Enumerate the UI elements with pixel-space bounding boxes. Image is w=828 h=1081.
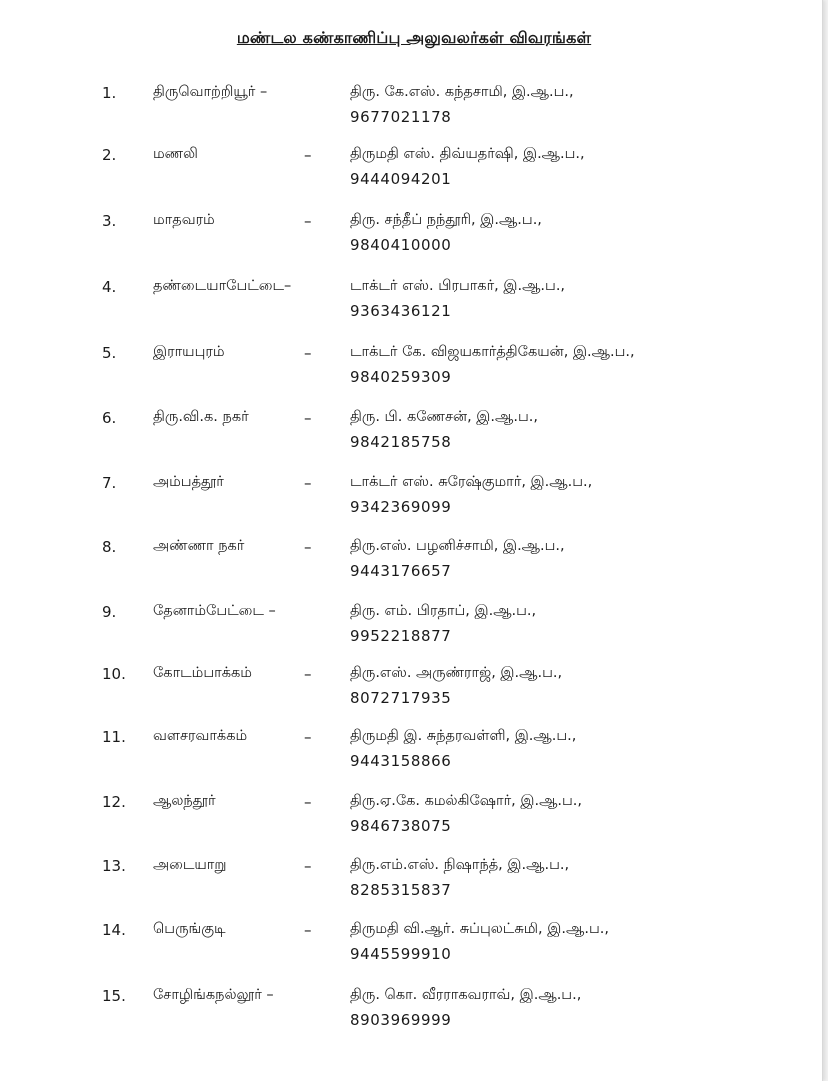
zone-name: திருவொற்றியூர் – — [153, 84, 268, 100]
separator-dash: – — [304, 474, 312, 492]
zone-name: தேனாம்பேட்டை – — [153, 603, 276, 619]
phone-number: 9444094201 — [350, 170, 452, 188]
zone-name: சோழிங்கநல்லூர் – — [153, 987, 274, 1003]
zone-name: இராயபுரம் — [153, 344, 225, 360]
zone-name: மணலி — [153, 146, 198, 162]
entry-number: 6. — [102, 409, 117, 427]
list-item — [0, 728, 822, 788]
entry-number: 3. — [102, 212, 117, 230]
officer-name: திரு.எஸ். பழனிச்சாமி, இ.ஆ.ப., — [350, 538, 565, 554]
entry-number: 1. — [102, 84, 117, 102]
phone-number: 9840410000 — [350, 236, 452, 254]
zone-name: திரு.வி.க. நகர் — [153, 409, 249, 425]
list-item — [0, 212, 822, 272]
zone-name: அண்ணா நகர் — [153, 538, 245, 554]
zone-name: கோடம்பாக்கம் — [153, 665, 252, 681]
phone-number: 8903969999 — [350, 1011, 452, 1029]
zone-name: மாதவரம் — [153, 212, 215, 228]
officer-name: திருமதி எஸ். திவ்யதர்ஷி, இ.ஆ.ப., — [350, 146, 585, 162]
list-item — [0, 793, 822, 853]
separator-dash: – — [304, 921, 312, 939]
separator-dash: – — [304, 212, 312, 230]
entry-number: 7. — [102, 474, 117, 492]
list-item — [0, 921, 822, 981]
officer-name: டாக்டர் எஸ். பிரபாகர், இ.ஆ.ப., — [350, 278, 566, 294]
entry-number: 9. — [102, 603, 117, 621]
entry-number: 8. — [102, 538, 117, 556]
phone-number: 8285315837 — [350, 881, 452, 899]
list-item — [0, 278, 822, 338]
separator-dash: – — [304, 538, 312, 556]
entry-number: 11. — [102, 728, 126, 746]
phone-number: 9846738075 — [350, 817, 452, 835]
separator-dash: – — [304, 344, 312, 362]
separator-dash: – — [304, 793, 312, 811]
officer-name: திரு. சந்தீப் நந்தூரி, இ.ஆ.ப., — [350, 212, 542, 228]
list-item — [0, 474, 822, 534]
zone-name: ஆலந்தூர் — [153, 793, 216, 809]
phone-number: 8072717935 — [350, 689, 452, 707]
officer-name: திரு. கொ. வீரராகவராவ், இ.ஆ.ப., — [350, 987, 582, 1003]
entry-number: 5. — [102, 344, 117, 362]
entry-number: 2. — [102, 146, 117, 164]
officer-name: திரு. பி. கணேசன், இ.ஆ.ப., — [350, 409, 538, 425]
officer-name: டாக்டர் எஸ். சுரேஷ்குமார், இ.ஆ.ப., — [350, 474, 593, 490]
officer-name: திருமதி வி.ஆர். சுப்புலட்சுமி, இ.ஆ.ப., — [350, 921, 609, 937]
officer-name: திரு. எம். பிரதாப், இ.ஆ.ப., — [350, 603, 537, 619]
list-item — [0, 409, 822, 469]
list-item — [0, 603, 822, 663]
phone-number: 9840259309 — [350, 368, 452, 386]
entry-number: 4. — [102, 278, 117, 296]
entry-number: 13. — [102, 857, 126, 875]
list-item — [0, 987, 822, 1047]
phone-number: 9363436121 — [350, 302, 452, 320]
entry-number: 10. — [102, 665, 126, 683]
phone-number: 9342369099 — [350, 498, 452, 516]
zone-name: தண்டையாபேட்டை– — [153, 278, 292, 294]
list-item — [0, 538, 822, 598]
zone-name: அம்பத்தூர் — [153, 474, 224, 490]
entry-number: 12. — [102, 793, 126, 811]
separator-dash: – — [304, 146, 312, 164]
phone-number: 9677021178 — [350, 108, 452, 126]
document-title: மண்டல கண்காணிப்பு அலுவலர்கள் விவரங்கள் — [236, 28, 592, 47]
officer-name: திரு.ஏ.கே. கமல்கிஷோர், இ.ஆ.ப., — [350, 793, 583, 809]
phone-number: 9952218877 — [350, 627, 452, 645]
zone-name: வளசரவாக்கம் — [153, 728, 248, 744]
zone-name: அடையாறு — [153, 857, 227, 873]
phone-number: 9842185758 — [350, 433, 452, 451]
phone-number: 9443158866 — [350, 752, 452, 770]
zone-name: பெருங்குடி — [153, 921, 226, 937]
separator-dash: – — [304, 665, 312, 683]
officer-name: திரு.எஸ். அருண்ராஜ், இ.ஆ.ப., — [350, 665, 563, 681]
list-item — [0, 84, 822, 144]
officer-name: திரு. கே.எஸ். கந்தசாமி, இ.ஆ.ப., — [350, 84, 574, 100]
list-item — [0, 857, 822, 917]
entry-number: 15. — [102, 987, 126, 1005]
entry-number: 14. — [102, 921, 126, 939]
separator-dash: – — [304, 728, 312, 746]
phone-number: 9443176657 — [350, 562, 452, 580]
officer-name: திருமதி இ. சுந்தரவள்ளி, இ.ஆ.ப., — [350, 728, 577, 744]
list-item — [0, 146, 822, 206]
list-item — [0, 344, 822, 404]
phone-number: 9445599910 — [350, 945, 452, 963]
separator-dash: – — [304, 409, 312, 427]
list-item — [0, 665, 822, 725]
officer-name: திரு.எம்.எஸ். நிஷாந்த், இ.ஆ.ப., — [350, 857, 570, 873]
officer-name: டாக்டர் கே. விஜயகார்த்திகேயன், இ.ஆ.ப., — [350, 344, 635, 360]
separator-dash: – — [304, 857, 312, 875]
